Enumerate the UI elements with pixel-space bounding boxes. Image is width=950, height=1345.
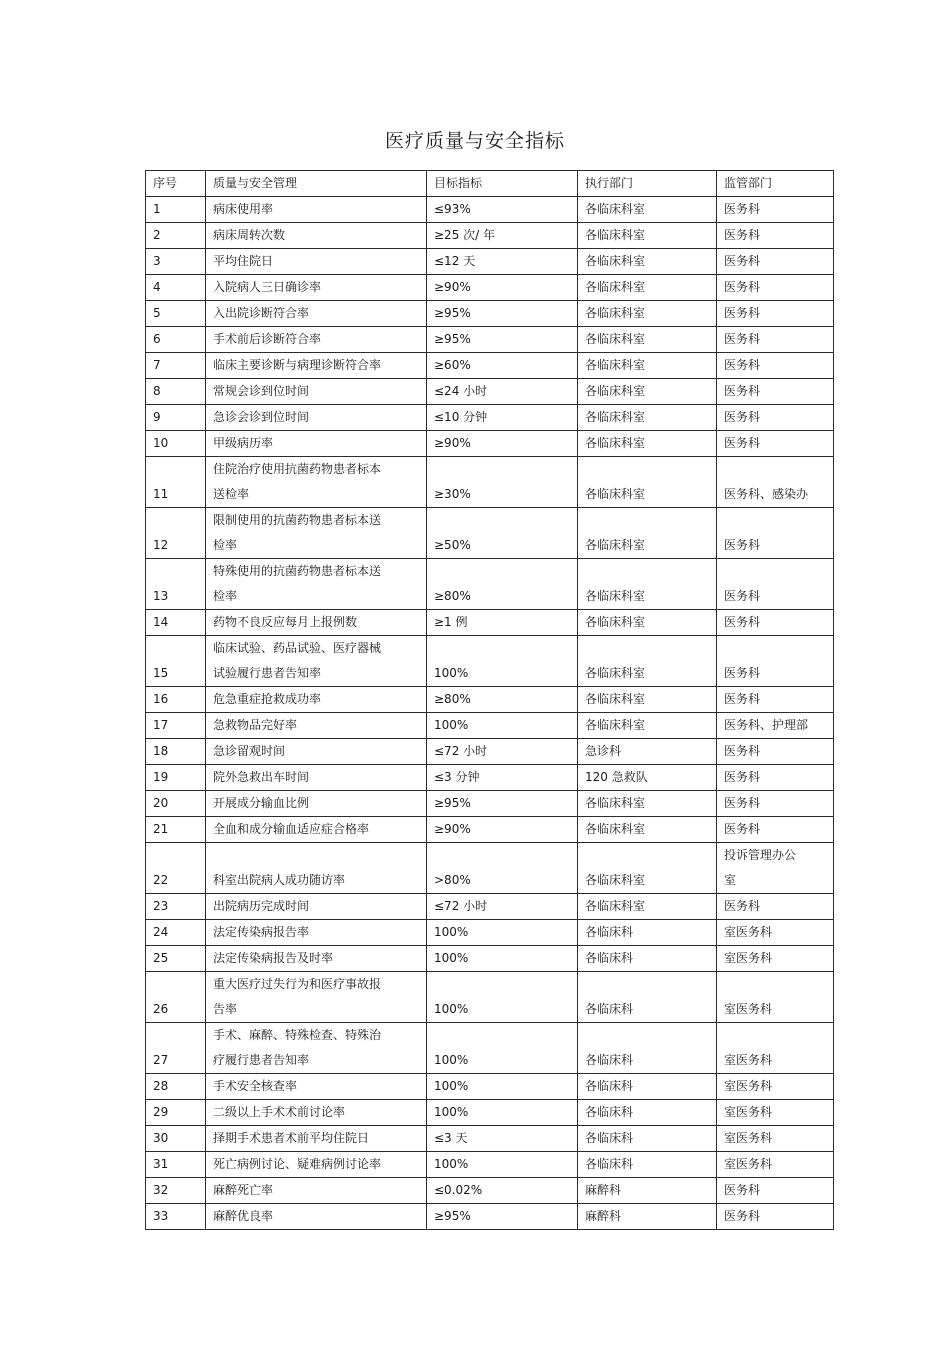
- cell-exec-dept: 急诊科: [578, 739, 717, 765]
- cell-target: ≤0.02%: [427, 1178, 578, 1204]
- cell-item: 入出院诊断符合率: [206, 301, 427, 327]
- table-row: [146, 972, 834, 1023]
- table-row: [146, 275, 834, 301]
- table-row: [146, 559, 834, 610]
- cell-item: 入院病人三日确诊率: [206, 275, 427, 301]
- header-exec-dept: 执行部门: [578, 171, 717, 197]
- cell-target: ≤72 小时: [427, 739, 578, 765]
- table-row: [146, 508, 834, 559]
- table-row: [146, 405, 834, 431]
- cell-supervise-dept: 室医务科: [717, 1100, 834, 1126]
- cell-target: ≥95%: [427, 1204, 578, 1230]
- cell-item: 麻醉优良率: [206, 1204, 427, 1230]
- cell-supervise-dept: 医务科: [717, 894, 834, 920]
- cell-item: 甲级病历率: [206, 431, 427, 457]
- cell-exec-dept: 各临床科: [578, 1126, 717, 1152]
- cell-item: 住院治疗使用抗菌药物患者标本 送检率: [206, 457, 427, 508]
- cell-target: ≤10 分钟: [427, 405, 578, 431]
- cell-supervise-dept: 医务科: [717, 275, 834, 301]
- cell-supervise-dept: 医务科: [717, 508, 834, 559]
- cell-no: 18: [146, 739, 206, 765]
- cell-supervise-dept: 医务科: [717, 739, 834, 765]
- cell-target: ≥95%: [427, 301, 578, 327]
- cell-item: 常规会诊到位时间: [206, 379, 427, 405]
- table-row: [146, 1204, 834, 1230]
- cell-target: ≥90%: [427, 431, 578, 457]
- cell-target: 100%: [427, 946, 578, 972]
- cell-exec-dept: 各临床科室: [578, 353, 717, 379]
- cell-exec-dept: 各临床科室: [578, 249, 717, 275]
- header-item: 质量与安全管理: [206, 171, 427, 197]
- cell-target: 100%: [427, 713, 578, 739]
- cell-no: 4: [146, 275, 206, 301]
- cell-no: 9: [146, 405, 206, 431]
- table-row: [146, 327, 834, 353]
- cell-item: 死亡病例讨论、疑难病例讨论率: [206, 1152, 427, 1178]
- table-row: [146, 223, 834, 249]
- header-no: 序号: [146, 171, 206, 197]
- cell-supervise-dept: 医务科: [717, 559, 834, 610]
- cell-target: 100%: [427, 1074, 578, 1100]
- cell-item: 手术、麻醉、特殊检查、特殊治 疗履行患者告知率: [206, 1023, 427, 1074]
- cell-target: ≥95%: [427, 327, 578, 353]
- cell-exec-dept: 各临床科室: [578, 687, 717, 713]
- cell-supervise-dept: 医务科: [717, 197, 834, 223]
- cell-no: 6: [146, 327, 206, 353]
- cell-item: 平均住院日: [206, 249, 427, 275]
- cell-no: 24: [146, 920, 206, 946]
- cell-item: 择期手术患者术前平均住院日: [206, 1126, 427, 1152]
- cell-target: ≥90%: [427, 275, 578, 301]
- table-row: [146, 1023, 834, 1074]
- cell-target: 100%: [427, 920, 578, 946]
- cell-exec-dept: 各临床科室: [578, 817, 717, 843]
- cell-exec-dept: 各临床科室: [578, 457, 717, 508]
- cell-no: 25: [146, 946, 206, 972]
- cell-exec-dept: 各临床科室: [578, 431, 717, 457]
- cell-item: 院外急救出车时间: [206, 765, 427, 791]
- table-row: [146, 791, 834, 817]
- table-row: [146, 431, 834, 457]
- cell-exec-dept: 各临床科室: [578, 610, 717, 636]
- cell-target: ≥60%: [427, 353, 578, 379]
- cell-target: 100%: [427, 636, 578, 687]
- cell-supervise-dept: 医务科: [717, 817, 834, 843]
- cell-no: 5: [146, 301, 206, 327]
- document-title: 医疗质量与安全指标: [384, 130, 565, 152]
- cell-target: ≥95%: [427, 791, 578, 817]
- cell-no: 11: [146, 457, 206, 508]
- cell-no: 32: [146, 1178, 206, 1204]
- table-row: [146, 636, 834, 687]
- cell-item: 法定传染病报告率: [206, 920, 427, 946]
- cell-no: 27: [146, 1023, 206, 1074]
- cell-item: 药物不良反应每月上报例数: [206, 610, 427, 636]
- cell-item: 麻醉死亡率: [206, 1178, 427, 1204]
- cell-item: 病床使用率: [206, 197, 427, 223]
- cell-target: ≥25 次/ 年: [427, 223, 578, 249]
- cell-no: 12: [146, 508, 206, 559]
- cell-no: 22: [146, 843, 206, 894]
- quality-safety-table: [145, 170, 834, 1230]
- cell-no: 15: [146, 636, 206, 687]
- cell-supervise-dept: 室医务科: [717, 920, 834, 946]
- cell-supervise-dept: 室医务科: [717, 1126, 834, 1152]
- table-row: [146, 1152, 834, 1178]
- cell-target: ≥80%: [427, 687, 578, 713]
- cell-supervise-dept: 室医务科: [717, 1023, 834, 1074]
- cell-supervise-dept: 医务科: [717, 327, 834, 353]
- cell-exec-dept: 各临床科室: [578, 559, 717, 610]
- cell-target: ≥80%: [427, 559, 578, 610]
- cell-supervise-dept: 医务科、感染办: [717, 457, 834, 508]
- cell-supervise-dept: 室医务科: [717, 972, 834, 1023]
- cell-item: 特殊使用的抗菌药物患者标本送 检率: [206, 559, 427, 610]
- cell-item: 开展成分输血比例: [206, 791, 427, 817]
- cell-supervise-dept: 医务科: [717, 379, 834, 405]
- header-target: 目标指标: [427, 171, 578, 197]
- table-row: [146, 249, 834, 275]
- cell-no: 29: [146, 1100, 206, 1126]
- cell-exec-dept: 各临床科室: [578, 223, 717, 249]
- table-row: [146, 1126, 834, 1152]
- cell-target: ≥50%: [427, 508, 578, 559]
- cell-exec-dept: 各临床科室: [578, 275, 717, 301]
- cell-supervise-dept: 室医务科: [717, 1152, 834, 1178]
- cell-no: 28: [146, 1074, 206, 1100]
- cell-exec-dept: 各临床科室: [578, 197, 717, 223]
- cell-item: 急诊会诊到位时间: [206, 405, 427, 431]
- cell-item: 手术安全核查率: [206, 1074, 427, 1100]
- cell-no: 10: [146, 431, 206, 457]
- cell-exec-dept: 各临床科: [578, 946, 717, 972]
- cell-supervise-dept: 医务科、护理部: [717, 713, 834, 739]
- cell-supervise-dept: 医务科: [717, 223, 834, 249]
- table-row: [146, 843, 834, 894]
- cell-item: 二级以上手术术前讨论率: [206, 1100, 427, 1126]
- cell-no: 2: [146, 223, 206, 249]
- table-row: [146, 353, 834, 379]
- cell-target: ≤93%: [427, 197, 578, 223]
- table-row: [146, 920, 834, 946]
- cell-target: 100%: [427, 1100, 578, 1126]
- table-row: [146, 197, 834, 223]
- cell-no: 20: [146, 791, 206, 817]
- cell-supervise-dept: 医务科: [717, 1204, 834, 1230]
- cell-supervise-dept: 医务科: [717, 249, 834, 275]
- cell-exec-dept: 各临床科室: [578, 791, 717, 817]
- table-row: [146, 765, 834, 791]
- cell-no: 8: [146, 379, 206, 405]
- cell-target: ≤24 小时: [427, 379, 578, 405]
- cell-target: ≤3 分钟: [427, 765, 578, 791]
- cell-exec-dept: 各临床科室: [578, 713, 717, 739]
- cell-supervise-dept: 医务科: [717, 765, 834, 791]
- cell-exec-dept: 各临床科: [578, 1023, 717, 1074]
- cell-no: 30: [146, 1126, 206, 1152]
- table-row: [146, 1178, 834, 1204]
- cell-item: 急救物品完好率: [206, 713, 427, 739]
- table-header-row: [146, 171, 834, 197]
- cell-supervise-dept: 投诉管理办公 室: [717, 843, 834, 894]
- cell-exec-dept: 各临床科室: [578, 843, 717, 894]
- cell-no: 26: [146, 972, 206, 1023]
- cell-no: 19: [146, 765, 206, 791]
- cell-item: 危急重症抢救成功率: [206, 687, 427, 713]
- cell-item: 限制使用的抗菌药物患者标本送 检率: [206, 508, 427, 559]
- cell-target: ≤12 天: [427, 249, 578, 275]
- cell-exec-dept: 麻醉科: [578, 1178, 717, 1204]
- cell-exec-dept: 各临床科: [578, 1152, 717, 1178]
- cell-item: 重大医疗过失行为和医疗事故报 告率: [206, 972, 427, 1023]
- cell-item: 临床主要诊断与病理诊断符合率: [206, 353, 427, 379]
- cell-supervise-dept: 医务科: [717, 791, 834, 817]
- cell-no: 21: [146, 817, 206, 843]
- table-row: [146, 713, 834, 739]
- cell-exec-dept: 麻醉科: [578, 1204, 717, 1230]
- cell-target: >80%: [427, 843, 578, 894]
- cell-no: 13: [146, 559, 206, 610]
- table-row: [146, 610, 834, 636]
- cell-target: ≤3 天: [427, 1126, 578, 1152]
- cell-no: 7: [146, 353, 206, 379]
- table-row: [146, 457, 834, 508]
- cell-item: 手术前后诊断符合率: [206, 327, 427, 353]
- cell-item: 出院病历完成时间: [206, 894, 427, 920]
- cell-item: 急诊留观时间: [206, 739, 427, 765]
- table-row: [146, 301, 834, 327]
- cell-target: 100%: [427, 1023, 578, 1074]
- cell-no: 23: [146, 894, 206, 920]
- cell-supervise-dept: 医务科: [717, 636, 834, 687]
- cell-no: 33: [146, 1204, 206, 1230]
- table-row: [146, 1100, 834, 1126]
- cell-item: 临床试验、药品试验、医疗器械 试验履行患者告知率: [206, 636, 427, 687]
- cell-supervise-dept: 医务科: [717, 431, 834, 457]
- table-row: [146, 1074, 834, 1100]
- table-row: [146, 817, 834, 843]
- cell-target: 100%: [427, 1152, 578, 1178]
- cell-no: 16: [146, 687, 206, 713]
- cell-exec-dept: 120 急救队: [578, 765, 717, 791]
- cell-item: 科室出院病人成功随访率: [206, 843, 427, 894]
- cell-target: ≥30%: [427, 457, 578, 508]
- cell-target: ≥1 例: [427, 610, 578, 636]
- cell-exec-dept: 各临床科室: [578, 301, 717, 327]
- cell-supervise-dept: 室医务科: [717, 1074, 834, 1100]
- cell-exec-dept: 各临床科: [578, 1100, 717, 1126]
- table-row: [146, 946, 834, 972]
- cell-item: 全血和成分输血适应症合格率: [206, 817, 427, 843]
- cell-item: 法定传染病报告及时率: [206, 946, 427, 972]
- table-row: [146, 687, 834, 713]
- cell-exec-dept: 各临床科室: [578, 379, 717, 405]
- cell-no: 1: [146, 197, 206, 223]
- cell-supervise-dept: 医务科: [717, 687, 834, 713]
- cell-supervise-dept: 医务科: [717, 353, 834, 379]
- cell-no: 3: [146, 249, 206, 275]
- cell-no: 17: [146, 713, 206, 739]
- cell-target: ≤72 小时: [427, 894, 578, 920]
- cell-supervise-dept: 医务科: [717, 1178, 834, 1204]
- table-row: [146, 894, 834, 920]
- cell-supervise-dept: 室医务科: [717, 946, 834, 972]
- cell-exec-dept: 各临床科室: [578, 894, 717, 920]
- cell-item: 病床周转次数: [206, 223, 427, 249]
- cell-exec-dept: 各临床科: [578, 920, 717, 946]
- cell-exec-dept: 各临床科室: [578, 405, 717, 431]
- cell-exec-dept: 各临床科: [578, 972, 717, 1023]
- header-supervise-dept: 监管部门: [717, 171, 834, 197]
- cell-target: ≥90%: [427, 817, 578, 843]
- cell-supervise-dept: 医务科: [717, 301, 834, 327]
- cell-exec-dept: 各临床科: [578, 1074, 717, 1100]
- cell-exec-dept: 各临床科室: [578, 636, 717, 687]
- cell-supervise-dept: 医务科: [717, 610, 834, 636]
- table-row: [146, 739, 834, 765]
- cell-target: 100%: [427, 972, 578, 1023]
- cell-no: 31: [146, 1152, 206, 1178]
- cell-no: 14: [146, 610, 206, 636]
- table-row: [146, 379, 834, 405]
- cell-exec-dept: 各临床科室: [578, 327, 717, 353]
- cell-supervise-dept: 医务科: [717, 405, 834, 431]
- cell-exec-dept: 各临床科室: [578, 508, 717, 559]
